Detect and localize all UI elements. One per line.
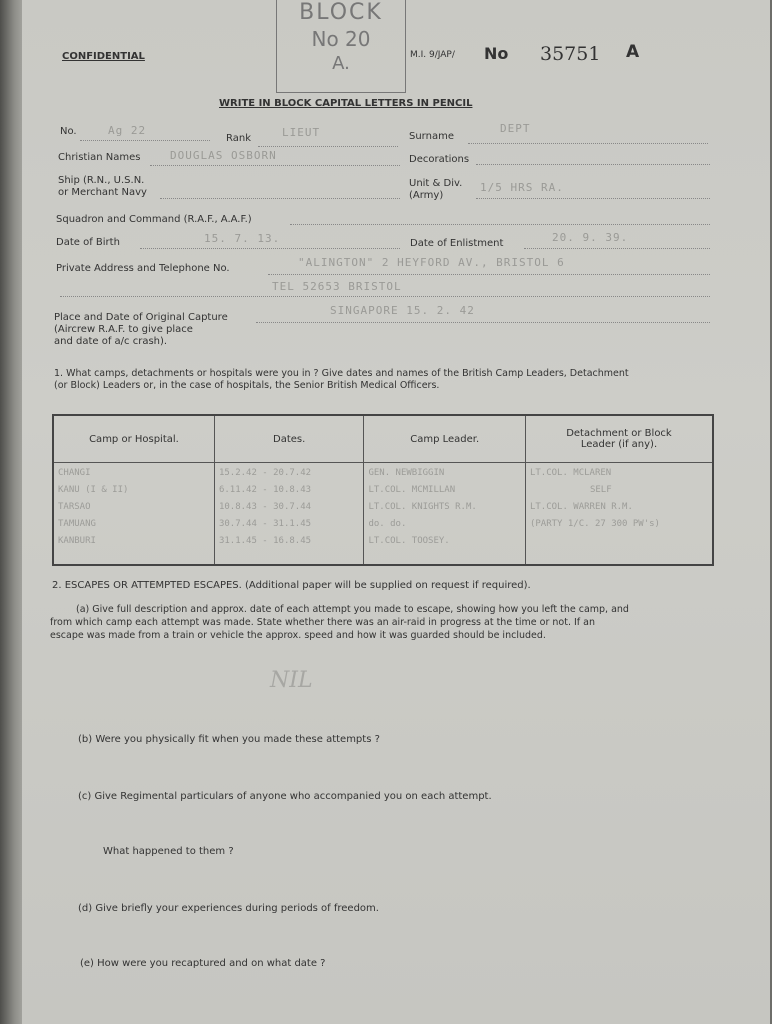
capture-value: SINGAPORE 15. 2. 42 (330, 304, 475, 317)
header-dates: Dates. (214, 415, 364, 463)
q2d-text: (d) Give briefly your experiences during periods of freedom. (78, 903, 379, 914)
header-detachment (525, 415, 713, 463)
form-number: 35751 (540, 43, 601, 65)
stamp-line1: BLOCK (299, 0, 383, 25)
rank-value: LIEUT (282, 126, 321, 139)
address-line-1 (268, 274, 710, 275)
table-body-row (53, 463, 713, 566)
rank-label: Rank (226, 133, 251, 144)
dob-value: 15. 7. 13. (204, 232, 281, 245)
dob-label: Date of Birth (56, 237, 120, 248)
date-entry: 30.7.44 - 31.1.45 (218, 519, 312, 529)
q2b-text: (b) Were you physically fit when you made these attempts ? (78, 734, 380, 745)
rank-line (258, 146, 398, 147)
detachment-entry: (PARTY 1/C. 27 300 PW's) (529, 519, 660, 529)
unit-value: 1/5 HRS RA. (480, 181, 564, 194)
camps-table (52, 414, 714, 566)
no-line (80, 140, 210, 141)
q1-text-2: (or Block) Leaders or, in the case of hospitals, the Senior British Medical Officers. (54, 380, 440, 391)
form-code: M.I. 9/JAP/ (410, 50, 455, 60)
table-header-row (53, 415, 713, 463)
q2c-text: (c) Give Regimental particulars of anyone who accompanied you on each attempt. (78, 791, 492, 802)
q2c-followup: What happened to them ? (103, 846, 234, 857)
number-suffix: A (626, 42, 640, 62)
dates-cell (214, 463, 364, 566)
q2a-text-1: (a) Give full description and approx. date of each attempt you made to escape, showing how you left the camp, and (76, 604, 629, 615)
surname-value: DEPT (500, 122, 531, 135)
unit-label-1: Unit & Div. (409, 178, 463, 189)
christian-label: Christian Names (58, 152, 141, 163)
no-label: No. (60, 126, 77, 137)
confidential-label: CONFIDENTIAL (62, 51, 145, 62)
nil-answer: NIL (270, 668, 313, 693)
leaders-cell (364, 463, 526, 566)
decorations-line (476, 164, 710, 165)
surname-line (468, 143, 708, 144)
camp-entry: TAMUANG (58, 519, 96, 529)
header-detachment-line2: Leader (if any). (580, 439, 658, 450)
capture-label-1: Place and Date of Original Capture (54, 312, 228, 323)
surname-label: Surname (409, 131, 454, 142)
capture-line (256, 322, 710, 323)
detachment-cell (525, 463, 713, 566)
leader-entry: GEN. NEWBIGGIN (368, 468, 445, 478)
christian-line (150, 165, 400, 166)
ship-label-2: or Merchant Navy (58, 187, 147, 198)
q2e-text: (e) How were you recaptured and on what date ? (80, 958, 326, 969)
q1-text-1: 1. What camps, detachments or hospitals were you in ? Give dates and names of the British Camp Leaders, Detachment (54, 368, 629, 379)
no-value: Ag 22 (108, 124, 147, 137)
header-camp: Camp or Hospital. (53, 415, 214, 463)
camps-cell (53, 463, 214, 566)
stamp-line3: A. (332, 53, 350, 74)
christian-value: DOUGLAS OSBORN (170, 149, 277, 162)
date-entry: 15.2.42 - 20.7.42 (218, 468, 312, 478)
detachment-entry: LT.COL. WARREN R.M. (529, 502, 633, 512)
date-entry: 6.11.42 - 10.8.43 (218, 485, 312, 495)
header-camp-leader: Camp Leader. (364, 415, 526, 463)
detachment-entry: LT.COL. MCLAREN (529, 468, 612, 478)
date-entry: 31.1.45 - 16.8.45 (218, 536, 312, 546)
binder-edge (0, 0, 24, 1024)
camp-entry: TARSAO (58, 502, 91, 512)
header-detachment-line1: Detachment or Block (566, 428, 672, 439)
date-entry: 10.8.43 - 30.7.44 (218, 502, 312, 512)
decorations-label: Decorations (409, 154, 470, 165)
enlistment-line (524, 248, 710, 249)
q2a-text-3: escape was made from a train or vehicle the approx. speed and how it was guarded should be included. (50, 630, 546, 641)
q2a-text-2: from which camp each attempt was made. State whether there was an air-raid in progress at the time or not. If an (50, 617, 596, 628)
capture-label-2: (Aircrew R.A.F. to give place (54, 324, 193, 335)
dob-line (140, 248, 400, 249)
leader-entry: LT.COL. KNIGHTS R.M. (368, 502, 477, 512)
stamp-line2: No 20 (311, 27, 371, 51)
unit-line (476, 198, 710, 199)
camp-entry: KANU (I & II) (58, 485, 129, 495)
address-value-1: "ALINGTON" 2 HEYFORD AV., BRISTOL 6 (298, 256, 565, 269)
ship-label-1: Ship (R.N., U.S.N. (58, 175, 145, 186)
unit-label-2: (Army) (409, 190, 444, 201)
address-value-2: TEL 52653 BRISTOL (272, 280, 402, 293)
enlistment-value: 20. 9. 39. (552, 231, 629, 244)
leader-entry: LT.COL. MCMILLAN (368, 485, 456, 495)
address-label: Private Address and Telephone No. (56, 263, 230, 274)
block-stamp (276, 0, 406, 93)
ship-line (160, 198, 400, 199)
squadron-label: Squadron and Command (R.A.F., A.A.F.) (56, 214, 252, 225)
leader-entry: do. do. (368, 519, 407, 529)
camp-entry: CHANGI (58, 468, 91, 478)
detachment-entry: SELF (589, 485, 612, 495)
instruction-heading: WRITE IN BLOCK CAPITAL LETTERS IN PENCIL (219, 98, 473, 109)
enlistment-label: Date of Enlistment (410, 238, 504, 249)
camp-entry: KANBURI (58, 536, 96, 546)
leader-entry: LT.COL. TOOSEY. (368, 536, 450, 546)
number-label: No (484, 44, 509, 63)
capture-label-3: and date of a/c crash). (54, 336, 168, 347)
address-line-2 (60, 296, 710, 297)
q2-title: 2. ESCAPES OR ATTEMPTED ESCAPES. (Additional paper will be supplied on request if required). (52, 580, 531, 591)
squadron-line (290, 224, 710, 225)
